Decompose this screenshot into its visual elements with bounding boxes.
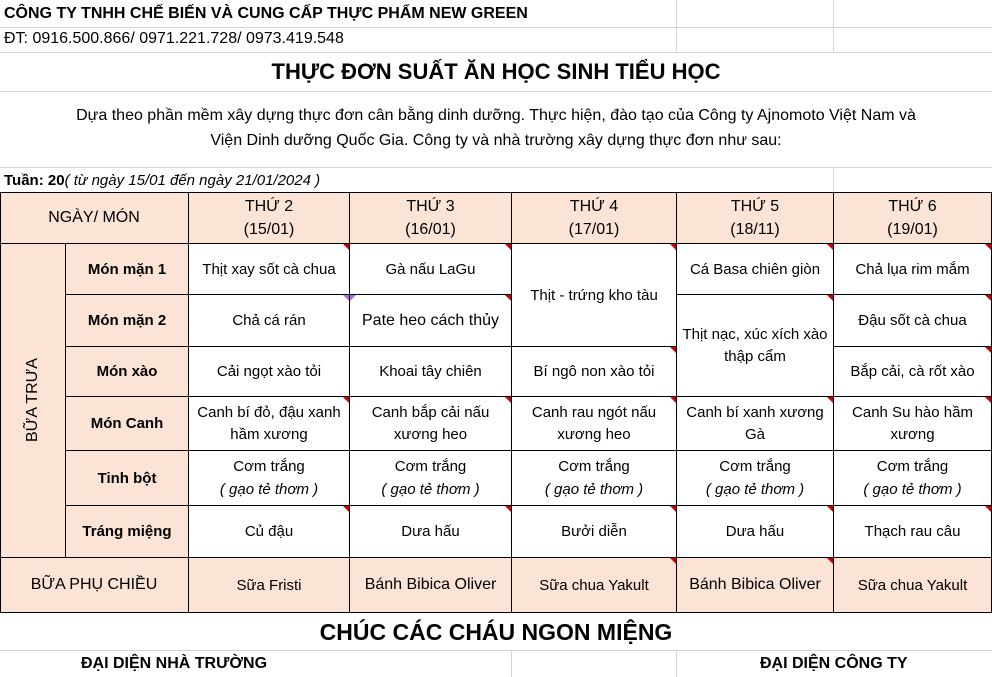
- cell-line: Gà: [744, 425, 765, 443]
- mon-tinhbot: [189, 451, 349, 505]
- page-title: THỰC ĐƠN SUẤT ĂN HỌC SINH TIỂU HỌC: [271, 59, 721, 84]
- cell-line: ( gạo tẻ thơm ): [544, 481, 644, 498]
- day-name: THỨ 5: [730, 198, 780, 215]
- fri-trangmieng: Thạch rau câu: [864, 523, 961, 540]
- wed-tinhbot: [512, 451, 676, 505]
- day-header-fri: [834, 193, 991, 243]
- thu-canh: [677, 397, 833, 450]
- day-name: THỨ 3: [406, 198, 455, 215]
- row-label-tinhbot: Tinh bột: [97, 469, 157, 487]
- description-line-1: Dựa theo phần mềm xây dựng thực đơn cân bằng dinh dưỡng. Thực hiện, đào tạo của Công ty Ajnomoto Việt Nam và: [76, 107, 916, 124]
- day-name: THỨ 2: [244, 198, 294, 215]
- comment-marker[interactable]: [985, 506, 991, 512]
- cell-line: ( gạo tẻ thơm ): [705, 481, 805, 498]
- corner-label: NGÀY/ MÓN: [48, 209, 140, 226]
- day-header-tue: [350, 193, 511, 243]
- wed-trangmieng: Bưởi diễn: [561, 523, 627, 540]
- day-date: (17/01): [568, 221, 620, 238]
- thu-trangmieng: Dưa hấu: [725, 523, 785, 540]
- comment-marker[interactable]: [670, 506, 676, 512]
- comment-marker[interactable]: [985, 244, 991, 250]
- snack-label: BỮA PHỤ CHIỀU: [30, 576, 158, 593]
- tue-man1: Gà nấu LaGu: [385, 260, 476, 278]
- tue-tinhbot: [350, 451, 511, 505]
- comment-marker[interactable]: [985, 347, 991, 353]
- mon-trangmieng: Củ đậu: [244, 523, 294, 540]
- snack-tue: Bánh Bibica Oliver: [364, 576, 497, 593]
- comment-marker[interactable]: [827, 295, 833, 301]
- fri-tinhbot: [834, 451, 991, 505]
- closing-message: CHÚC CÁC CHÁU NGON MIỆNG: [319, 618, 673, 645]
- cell-line: Canh rau ngót nấu: [531, 403, 657, 421]
- cell-line: Canh bí xanh xương: [686, 403, 824, 421]
- comment-marker[interactable]: [505, 295, 511, 301]
- comment-marker[interactable]: [827, 244, 833, 250]
- comment-marker[interactable]: [827, 397, 833, 403]
- day-name: THỨ 4: [569, 198, 619, 215]
- wed-canh: [512, 397, 676, 450]
- snack-wed: Sữa chua Yakult: [539, 576, 649, 594]
- tue-canh: [350, 397, 511, 450]
- comment-marker[interactable]: [350, 295, 356, 301]
- description-line-2: Viện Dinh dưỡng Quốc Gia. Công ty và nhà trường xây dựng thực đơn như sau:: [210, 132, 782, 149]
- mon-xao: Cải ngọt xào tỏi: [216, 363, 322, 380]
- comment-marker[interactable]: [670, 558, 676, 564]
- comment-marker[interactable]: [985, 295, 991, 301]
- week-range: ( từ ngày 15/01 đến ngày 21/01/2024 ): [64, 171, 321, 189]
- cell-line: xương: [890, 425, 935, 443]
- row-label-canh: Món Canh: [90, 415, 164, 432]
- tue-man2: Pate heo cách thủy: [362, 311, 499, 329]
- row-label-man2: Món mặn 2: [87, 312, 167, 329]
- week-info: [4, 168, 320, 192]
- cell-line: ( gạo tẻ thơm ): [863, 481, 962, 498]
- comment-marker[interactable]: [827, 506, 833, 512]
- mon-man1: Thịt xay sốt cà chua: [202, 260, 336, 278]
- day-date: (18/11): [730, 221, 780, 238]
- comment-marker[interactable]: [827, 558, 833, 564]
- company-representative: ĐẠI DIỆN CÔNG TY: [760, 655, 908, 672]
- cell-line: Cơm trắng: [719, 458, 791, 475]
- wed-xao: Bí ngô non xào tỏi: [533, 363, 655, 380]
- snack-fri: Sữa chua Yakult: [857, 576, 968, 594]
- cell-line: Cơm trắng: [558, 458, 630, 475]
- thu-man2xao: [677, 295, 833, 396]
- comment-marker[interactable]: [505, 244, 511, 250]
- cell-line: Cơm trắng: [233, 458, 305, 475]
- cell-line: Thịt nạc, xúc xích xào: [682, 325, 828, 343]
- cell-line: Canh bắp cải nấu: [371, 403, 490, 421]
- cell-line: ( gạo tẻ thơm ): [381, 481, 480, 498]
- tue-xao: Khoai tây chiên: [379, 363, 482, 380]
- thu-tinhbot: [677, 451, 833, 505]
- comment-marker[interactable]: [985, 397, 991, 403]
- day-header-mon: [189, 193, 349, 243]
- comment-marker[interactable]: [343, 506, 349, 512]
- company-phone: ĐT: 0916.500.866/ 0971.221.728/ 0973.419.548: [4, 30, 344, 47]
- day-header-wed: [512, 193, 676, 243]
- day-date: (19/01): [887, 221, 938, 238]
- tue-trangmieng: Dưa hấu: [401, 523, 460, 540]
- row-label-xao: Món xào: [96, 363, 158, 380]
- cell-line: Cơm trắng: [394, 458, 467, 475]
- comment-marker[interactable]: [343, 397, 349, 403]
- day-date: (15/01): [243, 221, 295, 238]
- school-representative: ĐẠI DIỆN NHÀ TRƯỜNG: [81, 655, 268, 672]
- cell-line: Canh bí đỏ, đậu xanh: [197, 403, 341, 421]
- comment-marker[interactable]: [670, 347, 676, 353]
- snack-thu: Bánh Bibica Oliver: [689, 576, 821, 593]
- cell-line: thập cẩm: [724, 347, 786, 365]
- cell-line: Canh Su hào hầm: [852, 403, 973, 421]
- wed-man12: Thịt - trứng kho tàu: [530, 286, 658, 304]
- company-name: CÔNG TY TNHH CHẾ BIẾN VÀ CUNG CẤP THỰC PHẨM NEW GREEN: [4, 5, 528, 22]
- fri-xao: Bắp cải, cà rốt xào: [850, 363, 975, 380]
- cell-line: hầm xương: [230, 425, 308, 443]
- day-name: THỨ 6: [888, 198, 937, 215]
- day-date: (16/01): [405, 221, 456, 238]
- comment-marker[interactable]: [670, 397, 676, 403]
- cell-line: Cơm trắng: [876, 458, 949, 475]
- day-header-thu: [677, 193, 833, 243]
- snack-mon: Sữa Fristi: [236, 576, 302, 594]
- fri-man2: Đậu sốt cà chua: [858, 312, 967, 329]
- thu-man1: Cá Basa chiên giòn: [689, 260, 821, 278]
- comment-marker[interactable]: [343, 295, 349, 301]
- comment-marker[interactable]: [505, 397, 511, 403]
- cell-line: ( gạo tẻ thơm ): [219, 481, 319, 498]
- cell-line: xương heo: [557, 425, 631, 443]
- comment-marker[interactable]: [343, 244, 349, 250]
- cell-line: xương heo: [393, 425, 468, 443]
- comment-marker[interactable]: [670, 244, 676, 250]
- week-label: Tuần: 20: [4, 171, 65, 189]
- mon-canh: [189, 397, 349, 450]
- lunch-label: BỮA TRƯA: [24, 358, 41, 442]
- fri-canh: [834, 397, 991, 450]
- row-label-trangmieng: Tráng miệng: [82, 523, 172, 540]
- row-label-man1: Món mặn 1: [87, 260, 167, 278]
- comment-marker[interactable]: [505, 506, 511, 512]
- mon-man2: Chả cá rán: [232, 312, 306, 329]
- fri-man1: Chả lụa rim mắm: [855, 260, 970, 278]
